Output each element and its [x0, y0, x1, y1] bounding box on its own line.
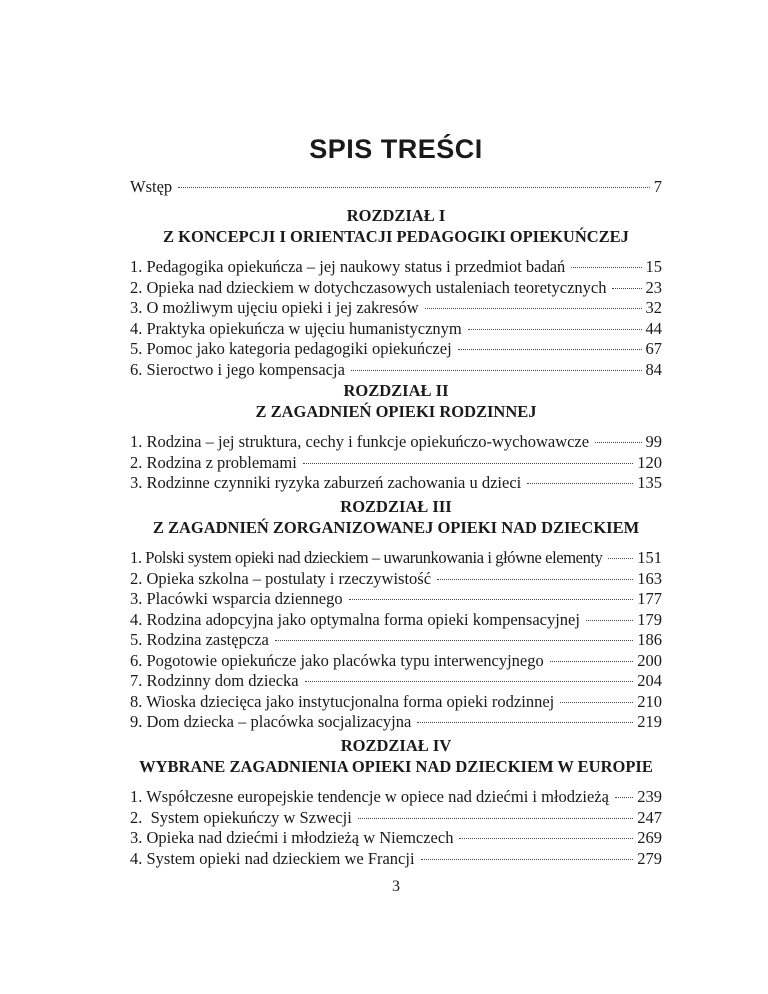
dot-leader [615, 797, 633, 798]
chapter-3 [130, 497, 662, 733]
chapter-number: ROZDZIAŁ II [343, 381, 449, 400]
entry-page-number: 210 [637, 691, 662, 711]
entry-page-number: 200 [637, 650, 662, 670]
chapter-title: Z ZAGADNIEŃ OPIEKI RODZINNEJ [255, 401, 537, 421]
dot-leader [351, 370, 642, 371]
entry-label: 1. Współczesne europejskie tendencje w opiece nad dziećmi i młodzieżą [130, 787, 609, 806]
dot-leader [178, 187, 650, 188]
entry-label: 4. Rodzina adopcyjna jako optymalna forma opieki kompensacyjnej [130, 609, 580, 629]
dot-leader [560, 702, 633, 703]
entry-page-number: 44 [645, 318, 662, 338]
toc-entry[interactable] [130, 453, 662, 474]
chapter-number: ROZDZIAŁ IV [340, 736, 452, 755]
toc-entry[interactable] [130, 849, 662, 870]
entry-page-number: 279 [637, 848, 662, 868]
entry-page-number: 179 [637, 609, 662, 629]
entry-label: 1. Polski system opieki nad dzieckiem – uwarunkowania i główne elementy [130, 548, 603, 567]
entry-label: 3. O możliwym ujęciu opieki i jej zakresów [130, 298, 419, 317]
chapter-title: Z KONCEPCJI I ORIENTACJI PEDAGOGIKI OPIEKUŃCZEJ [163, 226, 629, 246]
toc-entry[interactable] [130, 692, 662, 713]
dot-leader [459, 838, 633, 839]
page-number-footer: 3 [392, 878, 400, 895]
toc-entry[interactable] [130, 589, 662, 610]
toc-entry[interactable] [130, 432, 662, 453]
entry-label: 5. Rodzina zastępcza [130, 630, 269, 649]
intro-entry[interactable] [130, 177, 662, 198]
entry-label: 9. Dom dziecka – placówka socjalizacyjna [130, 712, 412, 731]
dot-leader [612, 288, 641, 289]
dot-leader [571, 267, 641, 268]
toc-entry[interactable] [130, 319, 662, 340]
entry-label: 4. System opieki nad dzieckiem we Francji [130, 848, 415, 868]
chapter-1 [130, 206, 662, 380]
chapter-heading [130, 381, 662, 422]
entry-label: 7. Rodzinny dom dziecka [130, 671, 299, 690]
dot-leader [608, 558, 633, 559]
entry-label: 4. Praktyka opiekuńcza w ujęciu humanistycznym [130, 318, 462, 338]
entry-page-number: 186 [637, 630, 662, 649]
chapter-4 [130, 736, 662, 869]
entry-label: 6. Pogotowie opiekuńcze jako placówka typu interwencyjnego [130, 650, 544, 670]
dot-leader [586, 620, 633, 621]
entry-page-number: 84 [645, 359, 662, 379]
chapter-title: WYBRANE ZAGADNIENIA OPIEKI NAD DZIECKIEM W EUROPIE [139, 756, 653, 776]
toc-entry[interactable] [130, 671, 662, 692]
entry-label: 2. System opiekuńczy w Szwecji [130, 807, 352, 827]
entry-page-number: 204 [637, 671, 662, 690]
chapter-title: Z ZAGADNIEŃ ZORGANIZOWANEJ OPIEKI NAD DZIECKIEM [152, 517, 640, 537]
entry-label: 3. Placówki wsparcia dziennego [130, 589, 343, 608]
entry-page-number: 219 [637, 712, 662, 731]
dot-leader [425, 308, 642, 309]
dot-leader [527, 483, 633, 484]
toc-entry[interactable] [130, 712, 662, 733]
entry-page-number: 239 [637, 787, 662, 806]
toc-entry[interactable] [130, 569, 662, 590]
entry-label: 2. Rodzina z problemami [130, 452, 297, 472]
entry-page-number: 32 [645, 298, 662, 317]
dot-leader [458, 349, 642, 350]
toc-entry[interactable] [130, 360, 662, 381]
entry-page-number: 67 [645, 339, 662, 358]
entry-page-number: 120 [637, 452, 662, 472]
entry-page-number: 7 [653, 177, 662, 196]
toc-entry[interactable] [130, 548, 662, 569]
page-title: SPIS TREŚCI [309, 134, 483, 164]
entry-page-number: 135 [637, 473, 662, 492]
chapter-number: ROZDZIAŁ I [346, 206, 446, 225]
entry-label: Wstęp [130, 177, 173, 196]
dot-leader [437, 579, 633, 580]
toc-entry[interactable] [130, 610, 662, 631]
entry-label: 1. Rodzina – jej struktura, cechy i funkcje opiekuńczo-wychowawcze [130, 432, 590, 451]
entry-label: 8. Wioska dziecięca jako instytucjonalna forma opieki rodzinnej [130, 691, 555, 711]
entry-label: 6. Sieroctwo i jego kompensacja [130, 359, 345, 379]
entry-page-number: 99 [645, 432, 662, 451]
chapter-2 [130, 381, 662, 494]
dot-leader [550, 661, 633, 662]
toc-entry[interactable] [130, 473, 662, 494]
chapter-heading [130, 206, 662, 247]
toc-entry[interactable] [130, 828, 662, 849]
dot-leader [305, 681, 634, 682]
entry-page-number: 15 [645, 257, 662, 276]
toc-entry[interactable] [130, 808, 662, 829]
chapter-heading [130, 736, 662, 777]
dot-leader [275, 640, 633, 641]
toc-entry[interactable] [130, 339, 662, 360]
dot-leader [421, 859, 634, 860]
dot-leader [303, 463, 633, 464]
dot-leader [468, 329, 642, 330]
entry-page-number: 177 [637, 589, 662, 608]
dot-leader [417, 722, 633, 723]
entry-page-number: 163 [637, 568, 662, 588]
entry-page-number: 269 [637, 828, 662, 847]
chapter-heading [130, 497, 662, 538]
toc-entry[interactable] [130, 630, 662, 651]
toc-entry[interactable] [130, 278, 662, 299]
chapter-number: ROZDZIAŁ III [340, 497, 452, 516]
toc-entry[interactable] [130, 298, 662, 319]
dot-leader [595, 442, 641, 443]
toc-entry[interactable] [130, 257, 662, 278]
entry-label: 3. Rodzinne czynniki ryzyka zaburzeń zachowania u dzieci [130, 473, 522, 492]
entry-page-number: 23 [645, 277, 662, 297]
toc-entry[interactable] [130, 651, 662, 672]
dot-leader [349, 599, 634, 600]
entry-page-number: 151 [637, 548, 662, 567]
toc-entry[interactable] [130, 787, 662, 808]
entry-label: 2. Opieka szkolna – postulaty i rzeczywistość [130, 568, 432, 588]
dot-leader [358, 818, 633, 819]
entry-label: 2. Opieka nad dzieckiem w dotychczasowych ustaleniach teoretycznych [130, 277, 607, 297]
entry-page-number: 247 [637, 807, 662, 827]
entry-label: 5. Pomoc jako kategoria pedagogiki opiekuńczej [130, 339, 452, 358]
entry-label: 1. Pedagogika opiekuńcza – jej naukowy status i przedmiot badań [130, 257, 566, 276]
entry-label: 3. Opieka nad dziećmi i młodzieżą w Niemczech [130, 828, 454, 847]
